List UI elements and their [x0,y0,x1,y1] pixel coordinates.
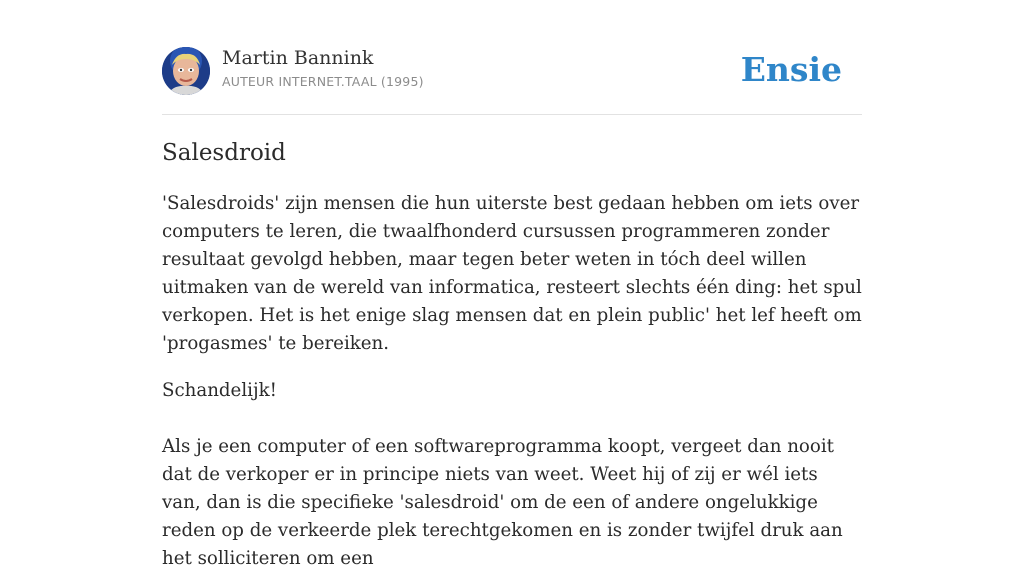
author-role: AUTEUR INTERNET.TAAL (1995) [222,74,424,89]
article-title: Salesdroid [162,140,286,166]
article-body [162,190,862,573]
article-paragraph: Als je een computer of een softwareprogramma koopt, vergeet dan nooit dat de verkoper er in principe niets van weet. Weet hij of zij er wél iets van, dan is die specifieke 'salesdroid' om de een of andere ongelukkige reden op de verkeerde plek terechtgekomen en is zonder twijfel druk aan het solliciteren om een [162,436,843,569]
article-header [162,46,862,115]
author-portrait-icon [162,47,210,95]
avatar[interactable] [162,47,210,95]
article-paragraph: 'Salesdroids' zijn mensen die hun uiterste best gedaan hebben om iets over computers te leren, die twaalfhonderd cursussen programmeren zonder resultaat gevolgd hebben, maar tegen beter weten in tóch deel willen uitmaken van de wereld van informatica, resteert slechts één ding: het spul verkopen. Het is het enige slag mensen dat en plein public' het lef heeft om 'progasmes' te bereiken. [162,193,862,354]
article-paragraph: Schandelijk! [162,380,277,401]
brand-logo[interactable]: Ensie [740,50,842,89]
author-name[interactable]: Martin Bannink [222,47,374,69]
